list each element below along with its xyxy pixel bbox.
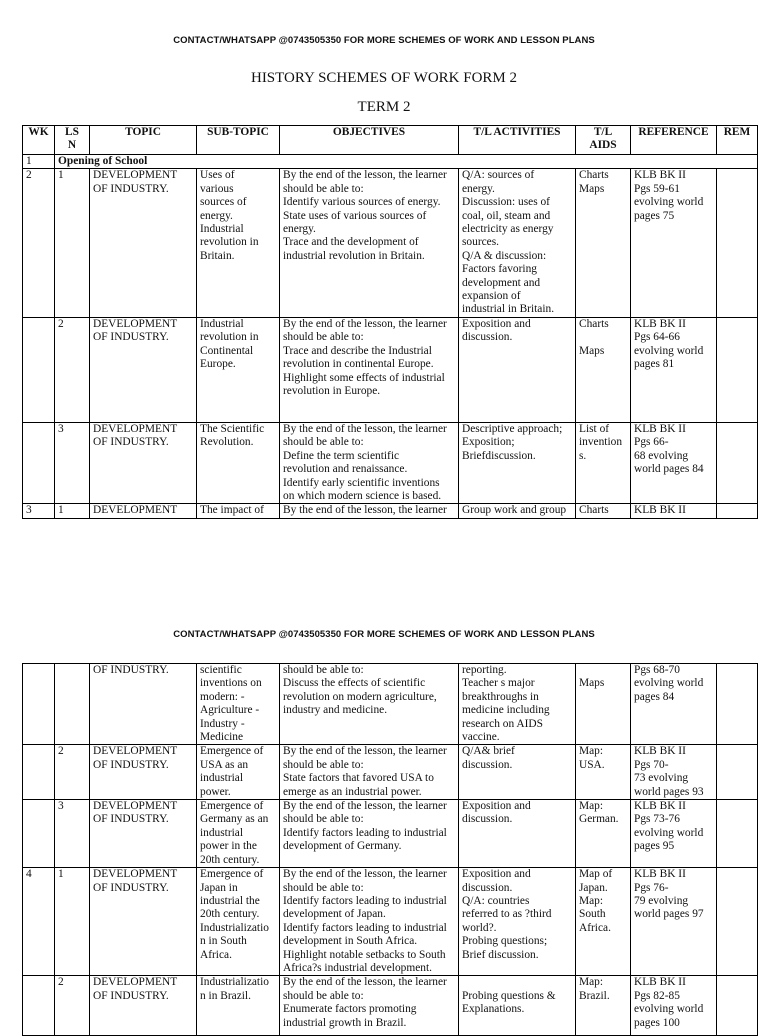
cell-activities: Probing questions & Explanations. [459, 976, 576, 1036]
cell-wk: 4 [23, 868, 55, 976]
cell-rem [717, 976, 758, 1036]
cell-rem [717, 169, 758, 317]
cell-wk [23, 976, 55, 1036]
cell-lsn: 2 [55, 317, 90, 422]
cell-rem [717, 504, 758, 518]
cell-subtopic: The Scientific Revolution. [197, 422, 280, 503]
cell-objectives: By the end of the lesson, the learner should be able to: Enumerate factors promoting industrial growth in Brazil. [280, 976, 459, 1036]
cell-wk [23, 317, 55, 422]
table-row [23, 317, 758, 422]
header-reference: REFERENCE [631, 126, 717, 155]
cell-subtopic: Uses of various sources of energy. Industrial revolution in Britain. [197, 169, 280, 317]
cell-topic: DEVELOPMENT [90, 504, 197, 518]
cell-aids: Charts Maps [576, 317, 631, 422]
cell-aids: Charts Maps [576, 169, 631, 317]
cell-subtopic: Industrial revolution in Continental Europe. [197, 317, 280, 422]
document-title: HISTORY SCHEMES OF WORK FORM 2 [250, 70, 518, 86]
cell-activities: Q/A: sources of energy. Discussion: uses of coal, oil, steam and electricity as energy sources. Q/A & discussion: Factors favoring development and expansion of industrial in Britain. [459, 169, 576, 317]
cell-wk [23, 664, 55, 745]
table-row-opening [23, 155, 758, 169]
cell-rem [717, 664, 758, 745]
header-objectives: OBJECTIVES [280, 126, 459, 155]
cell-aids: Map: USA. [576, 745, 631, 800]
header-topic: TOPIC [90, 126, 197, 155]
cell-subtopic: Emergence of Germany as an industrial power in the 20th century. [197, 800, 280, 868]
header-aids: T/L AIDS [576, 126, 631, 155]
cell-activities: Descriptive approach; Exposition; Briefdiscussion. [459, 422, 576, 503]
cell-aids: Maps [576, 664, 631, 745]
cell-subtopic: Industrializatio n in Brazil. [197, 976, 280, 1036]
schemes-table-page1 [22, 125, 758, 519]
cell-reference: KLB BK II Pgs 64-66 evolving world pages 81 [631, 317, 717, 422]
cell-topic: DEVELOPMENT OF INDUSTRY. [90, 868, 197, 976]
opening-of-school: Opening of School [55, 155, 758, 169]
cell-lsn: 3 [55, 422, 90, 503]
schemes-table-page2 [22, 663, 758, 1036]
table-row [23, 504, 758, 518]
cell-wk: 2 [23, 169, 55, 317]
cell-reference: Pgs 68-70 evolving world pages 84 [631, 664, 717, 745]
term-heading: TERM 2 [357, 99, 411, 115]
cell-lsn [55, 664, 90, 745]
cell-subtopic: scientific inventions on modern: - Agriculture - Industry - Medicine [197, 664, 280, 745]
cell-reference: KLB BK II Pgs 70- 73 evolving world pages 93 [631, 745, 717, 800]
cell-activities: reporting. Teacher s major breakthroughs in medicine including research on AIDS vaccine. [459, 664, 576, 745]
table-row [23, 800, 758, 868]
table-row [23, 664, 758, 745]
cell-subtopic: Emergence of Japan in industrial the 20th century. Industrializatio n in South Africa. [197, 868, 280, 976]
cell-objectives: should be able to: Discuss the effects of scientific revolution on modern agriculture, industry and medicine. [280, 664, 459, 745]
table-row [23, 169, 758, 317]
header-wk: WK [23, 126, 55, 155]
cell-aids: Map: Brazil. [576, 976, 631, 1036]
cell-rem [717, 745, 758, 800]
cell-reference: KLB BK II Pgs 59-61 evolving world pages 75 [631, 169, 717, 317]
contact-line-top: CONTACT/WHATSAPP @0743505350 FOR MORE SCHEMES OF WORK AND LESSON PLANS [173, 35, 595, 46]
cell-objectives: By the end of the lesson, the learner [280, 504, 459, 518]
table-row [23, 422, 758, 503]
cell-rem [717, 868, 758, 976]
cell-topic: DEVELOPMENT OF INDUSTRY. [90, 422, 197, 503]
cell-objectives: By the end of the lesson, the learner should be able to: Identify factors leading to industrial development of Japan. Identify factors leading to industrial development in South Africa. Highlight notable setbacks to South Africa?s industrial development. [280, 868, 459, 976]
cell-wk: 3 [23, 504, 55, 518]
contact-line-page2: CONTACT/WHATSAPP @0743505350 FOR MORE SCHEMES OF WORK AND LESSON PLANS [173, 629, 595, 640]
cell-objectives: By the end of the lesson, the learner should be able to: State factors that favored USA to emerge as an industrial power. [280, 745, 459, 800]
table-row [23, 976, 758, 1036]
cell-reference: KLB BK II Pgs 82-85 evolving world pages 100 [631, 976, 717, 1036]
cell-aids: List of invention s. [576, 422, 631, 503]
header-lsn: LS N [55, 126, 90, 155]
cell-reference: KLB BK II Pgs 66- 68 evolving world pages 84 [631, 422, 717, 503]
cell-wk [23, 422, 55, 503]
cell-wk [23, 800, 55, 868]
cell-reference: KLB BK II Pgs 73-76 evolving world pages 95 [631, 800, 717, 868]
cell-lsn: 2 [55, 976, 90, 1036]
cell-activities: Exposition and discussion. [459, 317, 576, 422]
cell-lsn: 3 [55, 800, 90, 868]
cell-objectives: By the end of the lesson, the learner should be able to: Identify various sources of energy. State uses of various sources of energy. Trace and the development of industrial revolution in Britain. [280, 169, 459, 317]
cell-topic: DEVELOPMENT OF INDUSTRY. [90, 745, 197, 800]
cell-topic: DEVELOPMENT OF INDUSTRY. [90, 317, 197, 422]
table-row [23, 745, 758, 800]
header-rem: REM [717, 126, 758, 155]
cell-reference: KLB BK II [631, 504, 717, 518]
header-subtopic: SUB-TOPIC [197, 126, 280, 155]
cell-subtopic: Emergence of USA as an industrial power. [197, 745, 280, 800]
cell-wk: 1 [23, 155, 55, 169]
cell-activities: Exposition and discussion. Q/A: countries referred to as ?third world?. Probing questions; Brief discussion. [459, 868, 576, 976]
cell-rem [717, 317, 758, 422]
cell-wk [23, 745, 55, 800]
cell-reference: KLB BK II Pgs 76- 79 evolving world pages 97 [631, 868, 717, 976]
cell-topic: DEVELOPMENT OF INDUSTRY. [90, 800, 197, 868]
cell-lsn: 1 [55, 504, 90, 518]
cell-lsn: 2 [55, 745, 90, 800]
header-row [23, 126, 758, 155]
cell-topic: DEVELOPMENT OF INDUSTRY. [90, 976, 197, 1036]
cell-aids: Map: German. [576, 800, 631, 868]
header-activities: T/L ACTIVITIES [459, 126, 576, 155]
cell-subtopic: The impact of [197, 504, 280, 518]
cell-objectives: By the end of the lesson, the learner should be able to: Identify factors leading to industrial development of Germany. [280, 800, 459, 868]
table-row [23, 868, 758, 976]
cell-rem [717, 800, 758, 868]
cell-activities: Exposition and discussion. [459, 800, 576, 868]
cell-lsn: 1 [55, 169, 90, 317]
cell-topic: DEVELOPMENT OF INDUSTRY. [90, 169, 197, 317]
cell-topic: OF INDUSTRY. [90, 664, 197, 745]
cell-aids: Charts [576, 504, 631, 518]
cell-activities: Q/A& brief discussion. [459, 745, 576, 800]
cell-rem [717, 422, 758, 503]
cell-objectives: By the end of the lesson, the learner should be able to: Trace and describe the Industrial revolution in continental Europe. Highlight some effects of industrial revolution in Europe. [280, 317, 459, 422]
cell-aids: Map of Japan. Map: South Africa. [576, 868, 631, 976]
cell-lsn: 1 [55, 868, 90, 976]
cell-activities: Group work and group [459, 504, 576, 518]
cell-objectives: By the end of the lesson, the learner should be able to: Define the term scientific revolution and renaissance. Identify early scientific inventions on which modern science is based. [280, 422, 459, 503]
